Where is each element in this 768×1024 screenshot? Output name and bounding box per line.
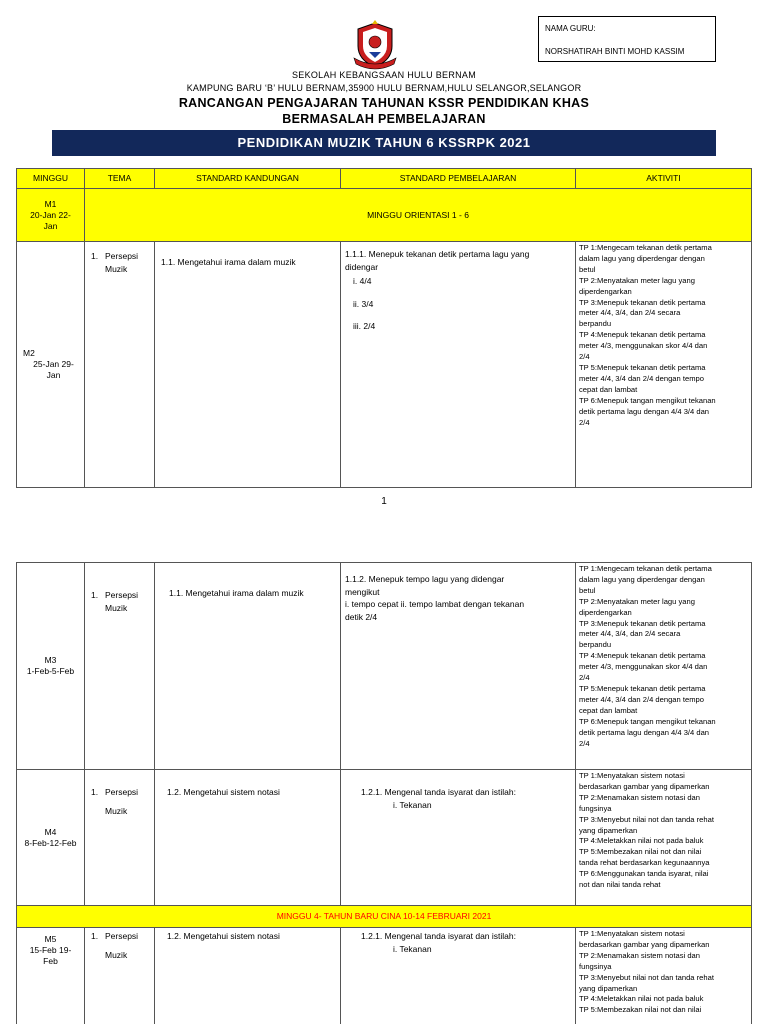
table-row-m5 — [17, 928, 752, 1024]
col-header-tema: TEMA — [85, 169, 155, 189]
week-cell: M4 8-Feb-12-Feb — [17, 770, 85, 906]
document-subtitle: BERMASALAH PEMBELAJARAN — [282, 112, 486, 126]
holiday-cell: MINGGU 4- TAHUN BARU CINA 10-14 FEBRUARI 2021 — [17, 906, 752, 928]
tema-cell: 1. Persepsi Muzik — [85, 242, 155, 488]
teacher-label: NAMA GURU: — [545, 24, 596, 33]
sp-cell: 1.1.1. Menepuk tekanan detik pertama lagu yang didengar i. 4/4 ii. 3/4 iii. 2/4 — [341, 242, 576, 488]
sp-cell: 1.2.1. Mengenal tanda isyarat dan istilah: i. Tekanan — [341, 928, 576, 1024]
document-page-2 — [0, 560, 768, 1024]
plan-table-page-1 — [16, 168, 752, 488]
aktiviti-cell: TP 1:Menyatakan sistem notasi berdasarkan gambar yang dipamerkan TP 2:Menamakan sistem notasi dan fungsinya TP 3:Menyebut nilai not dan tanda rehat yang dipamerkan TP 4:Meletakkan nilai not pada baluk TP 5:Membezakan nilai not dan nilai tanda rehat berdasarkan kegunaannya TP 6:Menggunakan tanda isyarat, nilai not dan nilai tanda rehat — [576, 770, 752, 906]
week-cell: M1 20-Jan 22- Jan — [17, 189, 85, 242]
teacher-name-box — [538, 16, 716, 62]
page-number: 1 — [381, 496, 387, 507]
school-address: KAMPUNG BARU ‘B’ HULU BERNAM,35900 HULU BERNAM,HULU SELANGOR,SELANGOR — [186, 83, 582, 93]
table-row-m4 — [17, 770, 752, 906]
sp-cell: 1.1.2. Menepuk tempo lagu yang didengar mengikut i. tempo cepat ii. tempo lambat dengan tekanan detik 2/4 — [341, 563, 576, 770]
document-title: RANCANGAN PENGAJARAN TAHUNAN KSSR PENDIDIKAN KHAS — [178, 96, 590, 110]
tema-cell: 1. Persepsi Muzik — [85, 770, 155, 906]
col-header-minggu: MINGGU — [17, 169, 85, 189]
week-cell: M3 1-Feb-5-Feb — [17, 563, 85, 770]
aktiviti-cell: TP 1:Mengecam tekanan detik pertama dalam lagu yang diperdengar dengan betul TP 2:Menyatakan meter lagu yang diperdengarkan TP 3:Menepuk tekanan detik pertama meter 4/4, 3/4, dan 2/4 secara berpandu TP 4:Menepuk tekanan detik pertama meter 4/3, menggunakan skor 4/4 dan 2/4 TP 5:Menepuk tekanan detik pertama meter 4/4, 3/4 dan 2/4 dengan tempo cepat dan lambat TP 6:Menepuk tangan mengikut tekanan detik pertama lagu dengan 4/4 3/4 dan 2/4 — [576, 242, 752, 488]
tema-cell: 1. Persepsi Muzik — [85, 928, 155, 1024]
table-header-row — [17, 169, 752, 189]
sk-cell: 1.1. Mengetahui irama dalam muzik — [155, 242, 341, 488]
orientation-cell: MINGGU ORIENTASI 1 - 6 — [85, 189, 752, 242]
aktiviti-cell: TP 1:Mengecam tekanan detik pertama dalam lagu yang diperdengar dengan betul TP 2:Menyatakan meter lagu yang diperdengarkan TP 3:Menepuk tekanan detik pertama meter 4/4, 3/4, dan 2/4 secara berpandu TP 4:Menepuk tekanan detik pertama meter 4/3, menggunakan skor 4/4 dan 2/4 TP 5:Menepuk tekanan detik pertama meter 4/4, 3/4 dan 2/4 dengan tempo cepat dan lambat TP 6:Menepuk tangan mengikut tekanan detik pertama lagu dengan 4/4 3/4 dan 2/4 — [576, 563, 752, 770]
subject-banner: PENDIDIKAN MUZIK TAHUN 6 KSSRPK 2021 — [52, 130, 716, 156]
week-cell: M5 15-Feb 19- Feb — [17, 928, 85, 1024]
table-row-holiday — [17, 906, 752, 928]
sk-cell: 1.2. Mengetahui sistem notasi — [155, 928, 341, 1024]
week-cell: M2 25-Jan 29- Jan — [17, 242, 85, 488]
tema-cell: 1. Persepsi Muzik — [85, 563, 155, 770]
col-header-sp: STANDARD PEMBELAJARAN — [341, 169, 576, 189]
col-header-sk: STANDARD KANDUNGAN — [155, 169, 341, 189]
plan-table-page-2 — [16, 562, 752, 1024]
table-row-m1 — [17, 189, 752, 242]
col-header-aktiviti: AKTIVITI — [576, 169, 752, 189]
table-row-m2 — [17, 242, 752, 488]
teacher-name: NORSHATIRAH BINTI MOHD KASSIM — [545, 47, 685, 56]
sp-cell: 1.2.1. Mengenal tanda isyarat dan istilah: i. Tekanan — [341, 770, 576, 906]
sk-cell: 1.2. Mengetahui sistem notasi — [155, 770, 341, 906]
aktiviti-cell: TP 1:Menyatakan sistem notasi berdasarkan gambar yang dipamerkan TP 2:Menamakan sistem notasi dan fungsinya TP 3:Menyebut nilai not dan tanda rehat yang dipamerkan TP 4:Meletakkan nilai not pada baluk TP 5:Membezakan nilai not dan nilai — [576, 928, 752, 1024]
sk-cell: 1.1. Mengetahui irama dalam muzik — [155, 563, 341, 770]
school-crest-icon — [352, 20, 398, 70]
table-row-m3 — [17, 563, 752, 770]
school-name: SEKOLAH KEBANGSAAN HULU BERNAM — [291, 70, 477, 80]
